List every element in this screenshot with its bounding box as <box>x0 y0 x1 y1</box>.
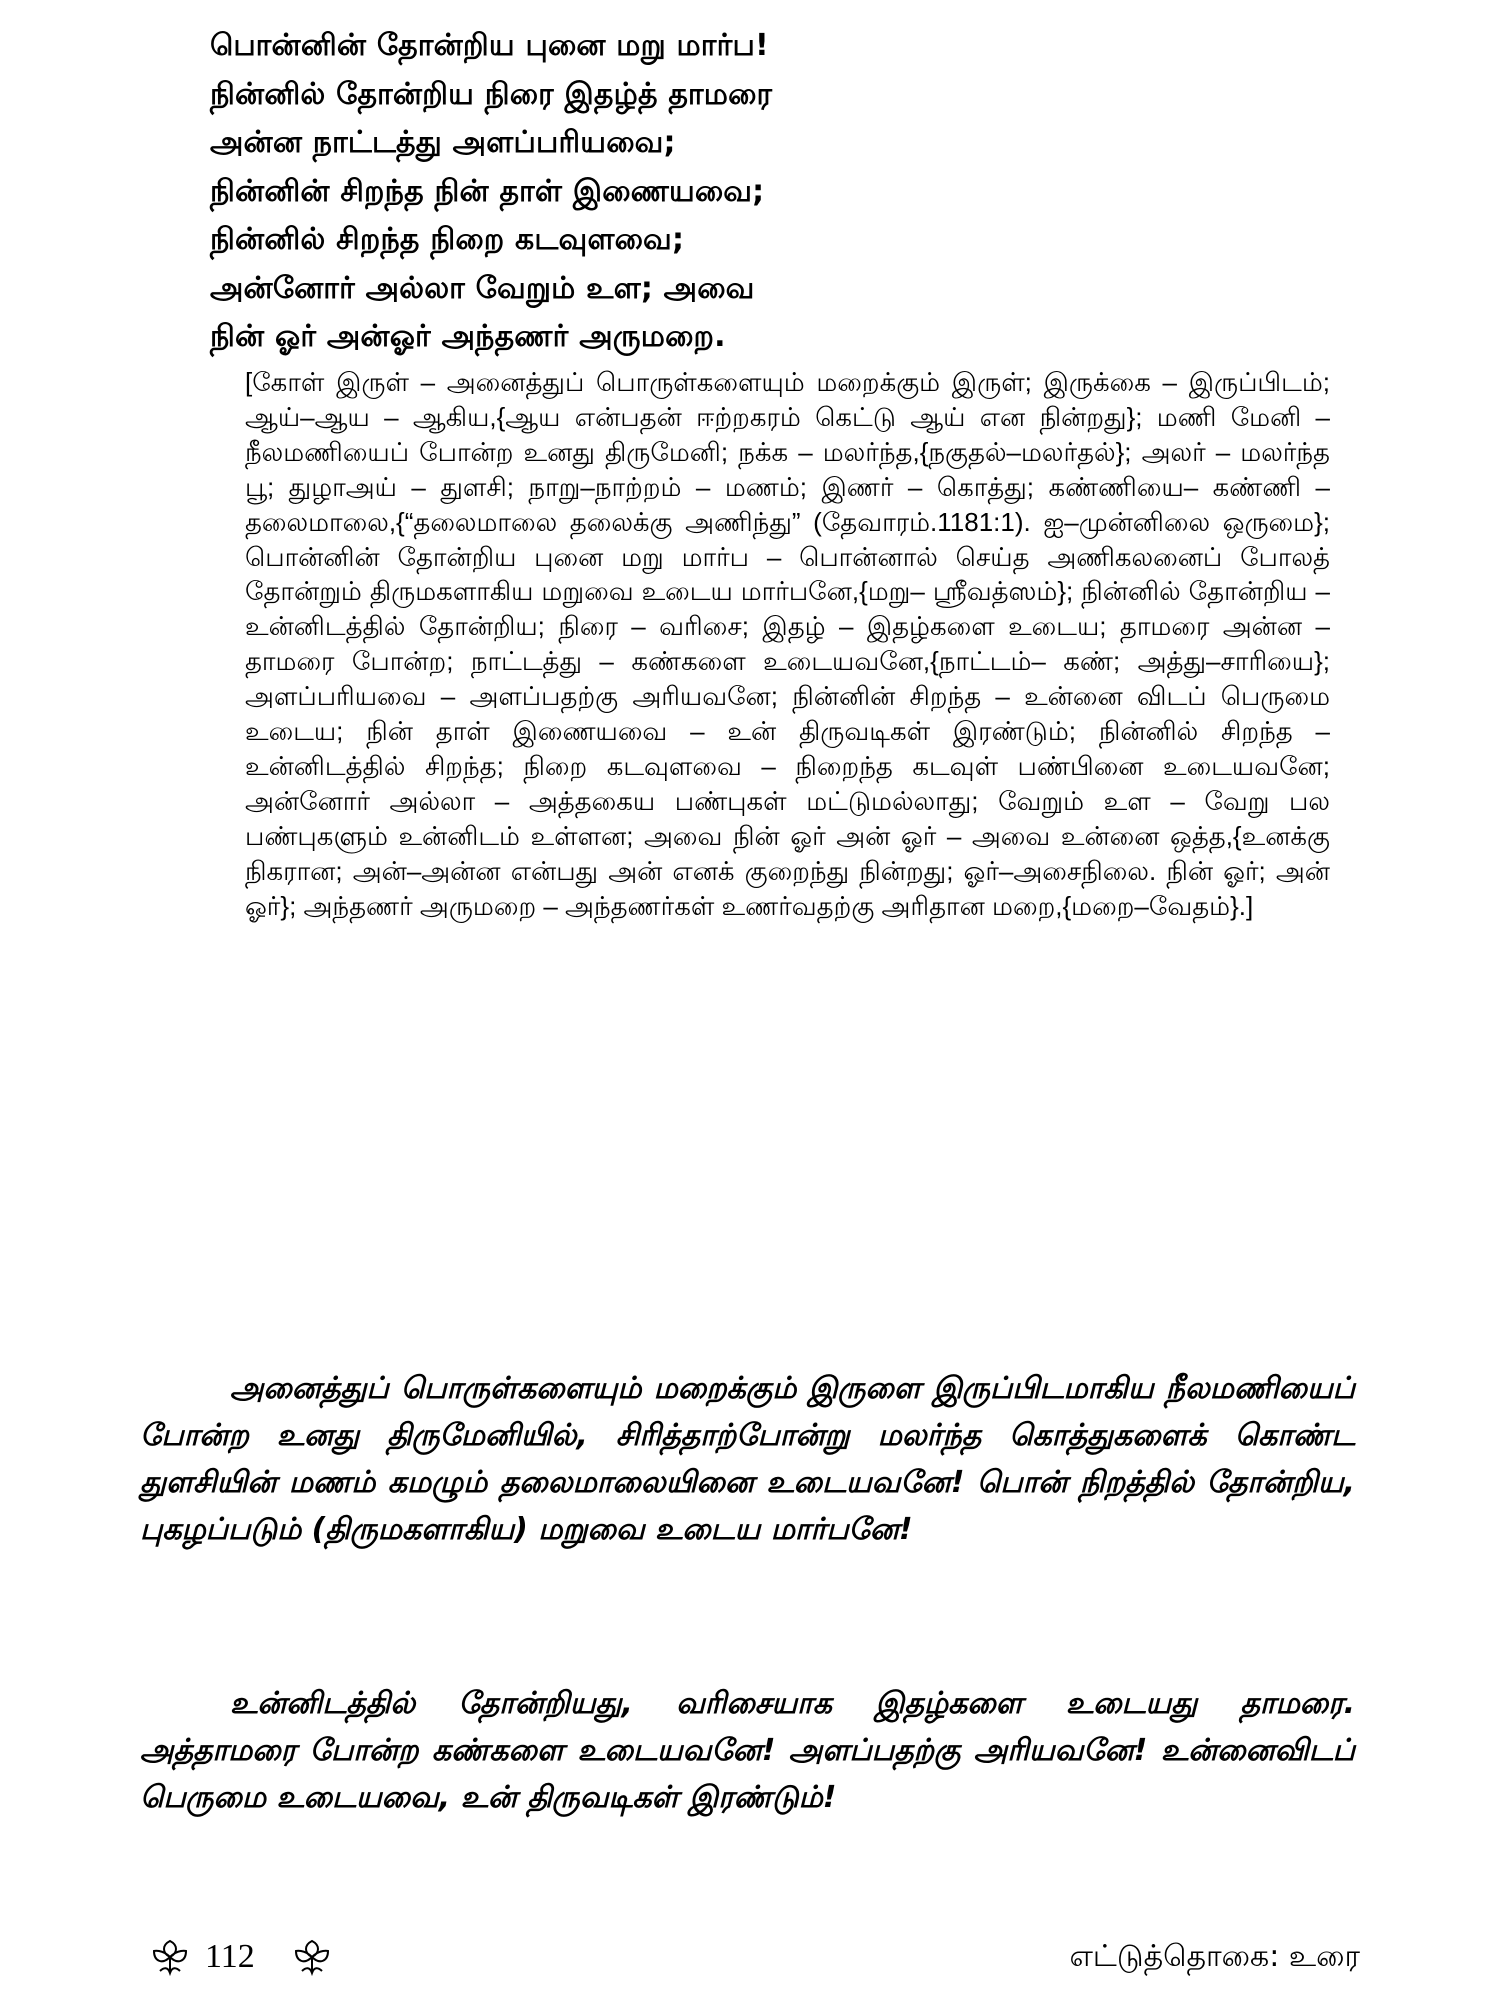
page-footer <box>0 1935 1500 1985</box>
verse-line-3: அன்ன நாட்டத்து அளப்பரியவை; <box>210 125 676 160</box>
verse-block <box>210 22 1360 362</box>
verse-line-4: நின்னின் சிறந்த நின் தாள் இணையவை; <box>210 173 765 209</box>
floral-ornament-icon <box>290 1937 334 1977</box>
verse-line-6: அன்னோர் அல்லா வேறும் உள; அவை <box>210 270 755 306</box>
word-commentary: [கோள் இருள் – அனைத்துப் பொருள்களையும் மறைக்கும் இருள்; இருக்கை – இருப்பிடம்; ஆய்–ஆய – ஆகிய,{ஆய என்பதன் ஈற்றகரம் கெட்டு ஆய் என நின்றது}; மணி மேனி – நீலமணியைப் போன்ற உனது திருமேனி; நக்க – மலர்ந்த,{நகுதல்–மலர்தல்}; அலர் – மலர்ந்த பூ; துழாஅய் – துளசி; நாறு–நாற்றம் – மணம்; இணர் – கொத்து; கண்ணியை– கண்ணி – தலைமாலை,{“தலைமாலை தலைக்கு அணிந்து” (தேவாரம்.1181:1). ஐ–முன்னிலை ஒருமை}; பொன்னின் தோன்றிய புனை மறு மார்ப – பொன்னால் செய்த அணிகலனைப் போலத் தோன்றும் திருமகளாகிய மறுவை உடைய மார்பனே,{மறு– ஸ்ரீவத்ஸம்}; நின்னில் தோன்றிய – உன்னிடத்தில் தோன்றிய; நிரை – வரிசை; இதழ் – இதழ்களை உடைய; தாமரை அன்ன – தாமரை போன்ற; நாட்டத்து – கண்களை உடையவனே,{நாட்டம்– கண்; அத்து–சாரியை}; அளப்பரியவை – அளப்பதற்கு அரியவனே; நின்னின் சிறந்த – உன்னை விடப் பெருமை உடைய; நின் தாள் இணையவை – உன் திருவடிகள் இரண்டும்; நின்னில் சிறந்த – உன்னிடத்தில் சிறந்த; நிறை கடவுளவை – நிறைந்த கடவுள் பண்பினை உடையவனே; அன்னோர் அல்லா – அத்தகைய பண்புகள் மட்டுமல்லாது; வேறும் உள – வேறு பல பண்புகளும் உன்னிடம் உள்ளன; அவை நின் ஓர் அன் ஓர் – அவை உன்னை ஒத்த,{உனக்கு நிகரான; அன்–அன்ன என்பது அன் எனக் குறைந்து நின்றது; ஓர்–அசைநிலை. நின் ஓர்; அன் ஓர்}; அந்தணர் அருமறை – அந்தணர்கள் உணர்வதற்கு அரிதான மறை,{மறை–வேதம்}.] <box>245 367 1330 921</box>
floral-ornament-icon <box>148 1937 192 1977</box>
page-number: 112 <box>205 1938 255 1975</box>
prose-paragraph-1-text: அனைத்துப் பொருள்களையும் மறைக்கும் இருளை இருப்பிடமாகிய நீலமணியைப் போன்ற உனது திருமேனியில், சிரித்தாற்போன்று மலர்ந்த கொத்துகளைக் கொண்ட துளசியின் மணம் கமழும் தலைமாலையினை உடையவனே! பொன் நிறத்தில் தோன்றிய, புகழப்படும் (திருமகளாகிய) மறுவை உடைய மார்பனே! <box>140 1371 1355 1547</box>
prose-paragraph-1 <box>140 1365 1355 1553</box>
book-title: எட்டுத்தொகை: உரை <box>1069 1939 1360 1974</box>
verse-line-2: நின்னில் தோன்றிய நிரை இதழ்த் தாமரை <box>210 76 773 112</box>
prose-paragraph-2-text: உன்னிடத்தில் தோன்றியது, வரிசையாக இதழ்களை உடையது தாமரை. அத்தாமரை போன்ற கண்களை உடையவனே! அளப்பதற்கு அரியவனே! உன்னைவிடப் பெருமை உடையவை, உன் திருவடிகள் இரண்டும்! <box>140 1686 1355 1815</box>
prose-paragraph-2 <box>140 1680 1355 1821</box>
verse-line-7: நின் ஓர் அன்ஓர் அந்தணர் அருமறை. <box>210 319 726 354</box>
verse-line-5: நின்னில் சிறந்த நிறை கடவுளவை; <box>210 222 685 257</box>
verse-line-1: பொன்னின் தோன்றிய புனை மறு மார்ப! <box>210 28 769 63</box>
